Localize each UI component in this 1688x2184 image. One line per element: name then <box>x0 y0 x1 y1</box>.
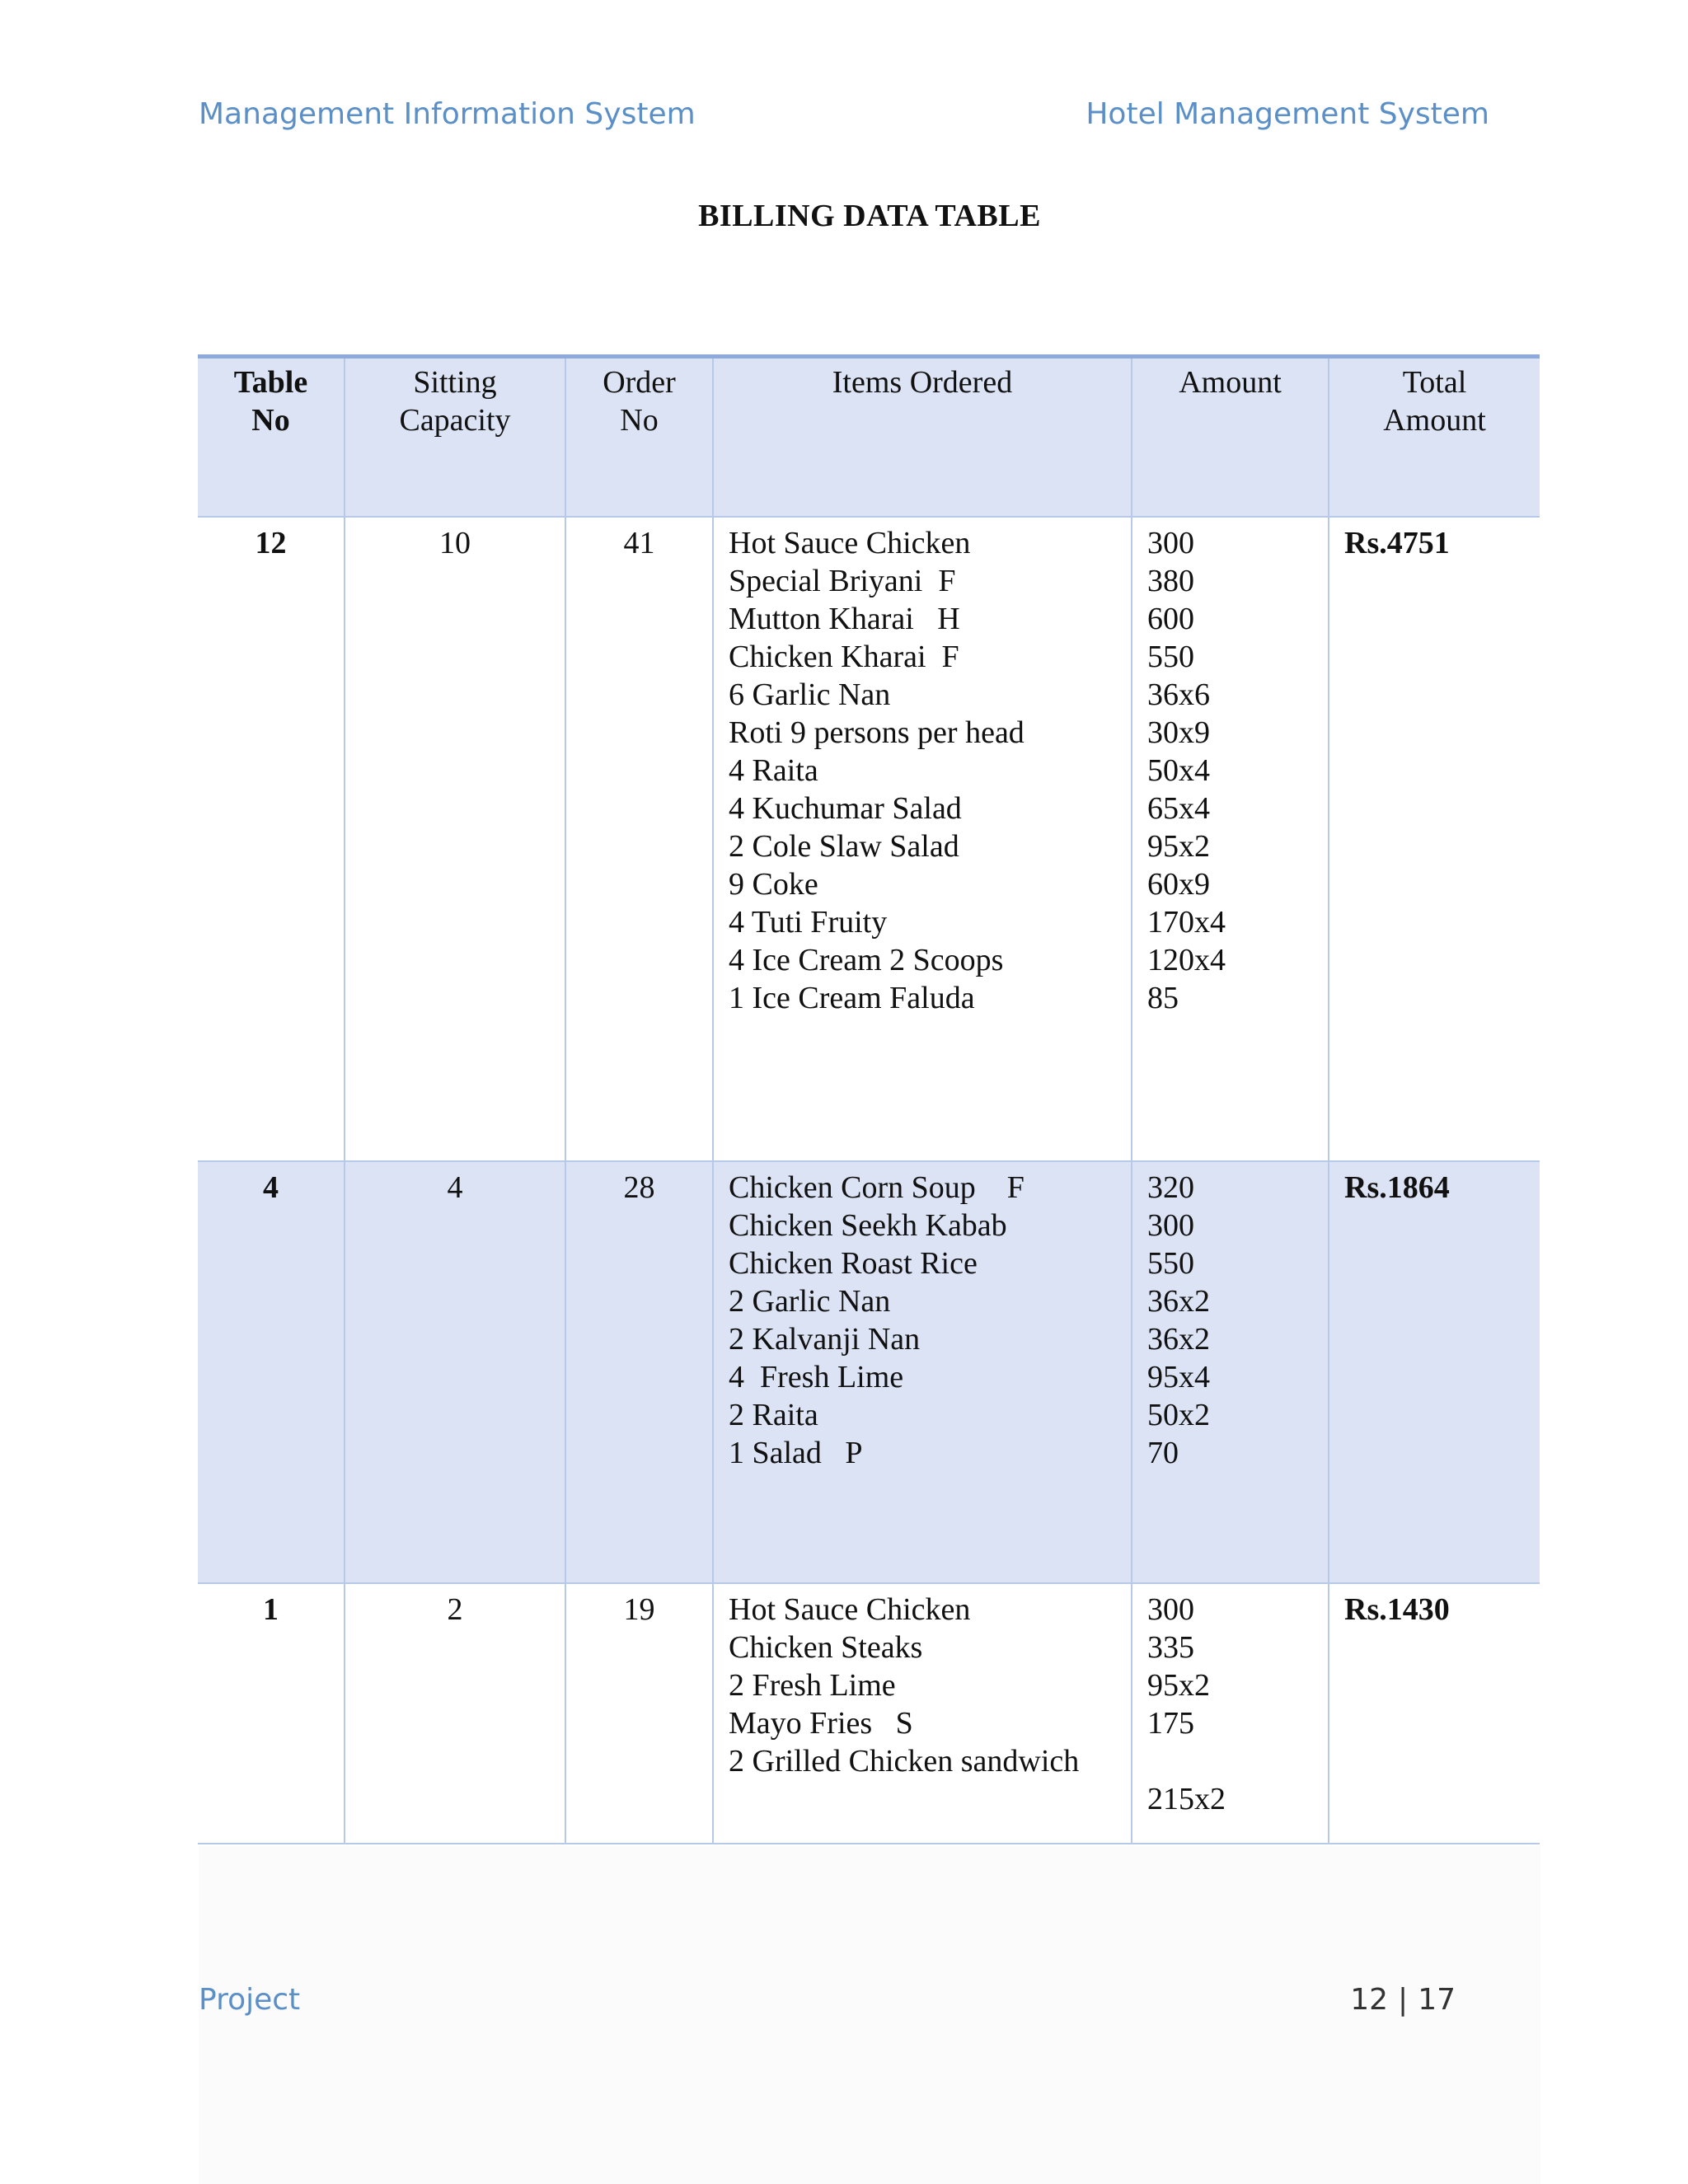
cell-items-ordered <box>713 517 1132 1161</box>
item-line: Chicken Steaks <box>729 1629 923 1665</box>
item-line: Mutton Kharai H <box>729 601 960 636</box>
item-line: 9 Coke <box>729 866 818 902</box>
item-line: 4 Kuchumar Salad <box>729 790 962 826</box>
page-separator: | <box>1398 1983 1409 2017</box>
amount-line: 65x4 <box>1147 790 1210 826</box>
cell-order-no: 28 <box>565 1161 713 1583</box>
amount-line: 50x2 <box>1147 1397 1210 1432</box>
header-line: No <box>620 403 659 438</box>
amount-line: 36x2 <box>1147 1283 1210 1319</box>
page-current: 12 <box>1350 1983 1389 2017</box>
item-line: 1 Ice Cream Faluda <box>729 980 975 1015</box>
item-line: 4 Raita <box>729 752 818 788</box>
column-header-order-no <box>565 357 713 517</box>
header-line: Capacity <box>399 403 511 438</box>
amount-line: 600 <box>1147 601 1194 636</box>
item-line: Chicken Corn Soup F <box>729 1169 1025 1205</box>
page-header <box>199 97 1489 143</box>
amount-line: 170x4 <box>1147 904 1226 940</box>
header-right-title: Hotel Management System <box>1085 97 1489 131</box>
page-footer <box>199 1983 1456 2029</box>
amount-line: 95x2 <box>1147 1667 1210 1703</box>
cell-amount <box>1132 1161 1329 1583</box>
amount-line: 70 <box>1147 1435 1179 1470</box>
header-line: Table <box>233 365 308 400</box>
amount-line: 50x4 <box>1147 752 1210 788</box>
amount-line: 300 <box>1147 525 1194 560</box>
amount-line: 320 <box>1147 1169 1194 1205</box>
amount-line: 30x9 <box>1147 715 1210 750</box>
cell-order-no: 41 <box>565 517 713 1161</box>
column-header-sitting-capacity <box>345 357 565 517</box>
item-line: Chicken Kharai F <box>729 639 959 674</box>
header-line: Order <box>603 365 676 400</box>
amount-line: 335 <box>1147 1629 1194 1665</box>
cell-total-amount: Rs.4751 <box>1329 517 1540 1161</box>
amount-line: 380 <box>1147 563 1194 598</box>
table-row <box>198 1161 1540 1583</box>
item-line: 6 Garlic Nan <box>729 677 891 712</box>
item-line: Hot Sauce Chicken <box>729 1591 971 1627</box>
column-header-total-amount <box>1329 357 1540 517</box>
header-line: Amount <box>1179 365 1282 400</box>
cell-sitting-capacity: 4 <box>345 1161 565 1583</box>
cell-table-no: 1 <box>198 1583 345 1844</box>
table-row <box>198 517 1540 1161</box>
column-header-items-ordered <box>713 357 1132 517</box>
item-line: 2 Raita <box>729 1397 818 1432</box>
amount-line: 550 <box>1147 639 1194 674</box>
cell-amount <box>1132 517 1329 1161</box>
item-line: Special Briyani F <box>729 563 956 598</box>
amount-line: 300 <box>1147 1207 1194 1243</box>
amount-line: 85 <box>1147 980 1179 1015</box>
amount-line <box>1147 1742 1315 1780</box>
footer-project-label: Project <box>199 1983 301 2017</box>
amount-line: 550 <box>1147 1245 1194 1281</box>
item-line: 1 Salad P <box>729 1435 863 1470</box>
amount-line: 95x2 <box>1147 828 1210 864</box>
page-total: 17 <box>1418 1983 1456 2017</box>
cell-sitting-capacity: 10 <box>345 517 565 1161</box>
header-line: Items Ordered <box>832 365 1013 400</box>
amount-line: 60x9 <box>1147 866 1210 902</box>
cell-total-amount: Rs.1864 <box>1329 1161 1540 1583</box>
cell-order-no: 19 <box>565 1583 713 1844</box>
header-line: Total <box>1402 365 1467 400</box>
page-number <box>1350 1983 1456 2017</box>
amount-line: 215x2 <box>1147 1781 1226 1816</box>
item-line: Roti 9 persons per head <box>729 715 1025 750</box>
amount-line: 300 <box>1147 1591 1194 1627</box>
amount-line: 36x6 <box>1147 677 1210 712</box>
cell-items-ordered <box>713 1161 1132 1583</box>
cell-total-amount: Rs.1430 <box>1329 1583 1540 1844</box>
header-line: No <box>251 403 290 438</box>
item-line: 2 Kalvanji Nan <box>729 1321 921 1357</box>
amount-line: 95x4 <box>1147 1359 1210 1394</box>
cell-items-ordered <box>713 1583 1132 1844</box>
item-line: 4 Tuti Fruity <box>729 904 888 940</box>
table-header-row <box>198 357 1540 517</box>
document-title: BILLING DATA TABLE <box>698 199 1041 233</box>
billing-data-table <box>198 354 1540 1844</box>
item-line: 2 Cole Slaw Salad <box>729 828 959 864</box>
item-line: 4 Fresh Lime <box>729 1359 904 1394</box>
cell-amount <box>1132 1583 1329 1844</box>
header-line: Amount <box>1383 403 1486 438</box>
cell-table-no: 4 <box>198 1161 345 1583</box>
header-left-title: Management Information System <box>199 97 696 131</box>
item-line: 2 Fresh Lime <box>729 1667 896 1703</box>
cell-sitting-capacity: 2 <box>345 1583 565 1844</box>
item-line: Chicken Seekh Kabab <box>729 1207 1007 1243</box>
item-line: Hot Sauce Chicken <box>729 525 971 560</box>
amount-line: 175 <box>1147 1705 1194 1741</box>
cell-table-no: 12 <box>198 517 345 1161</box>
item-line: 2 Garlic Nan <box>729 1283 891 1319</box>
column-header-table-no <box>198 357 345 517</box>
amount-line: 120x4 <box>1147 942 1226 977</box>
item-line: 2 Grilled Chicken sandwich <box>729 1743 1080 1779</box>
item-line: 4 Ice Cream 2 Scoops <box>729 942 1004 977</box>
column-header-amount <box>1132 357 1329 517</box>
item-line: Chicken Roast Rice <box>729 1245 978 1281</box>
item-line: Mayo Fries S <box>729 1705 913 1741</box>
table-row <box>198 1583 1540 1844</box>
amount-line: 36x2 <box>1147 1321 1210 1357</box>
header-line: Sitting <box>413 365 497 400</box>
